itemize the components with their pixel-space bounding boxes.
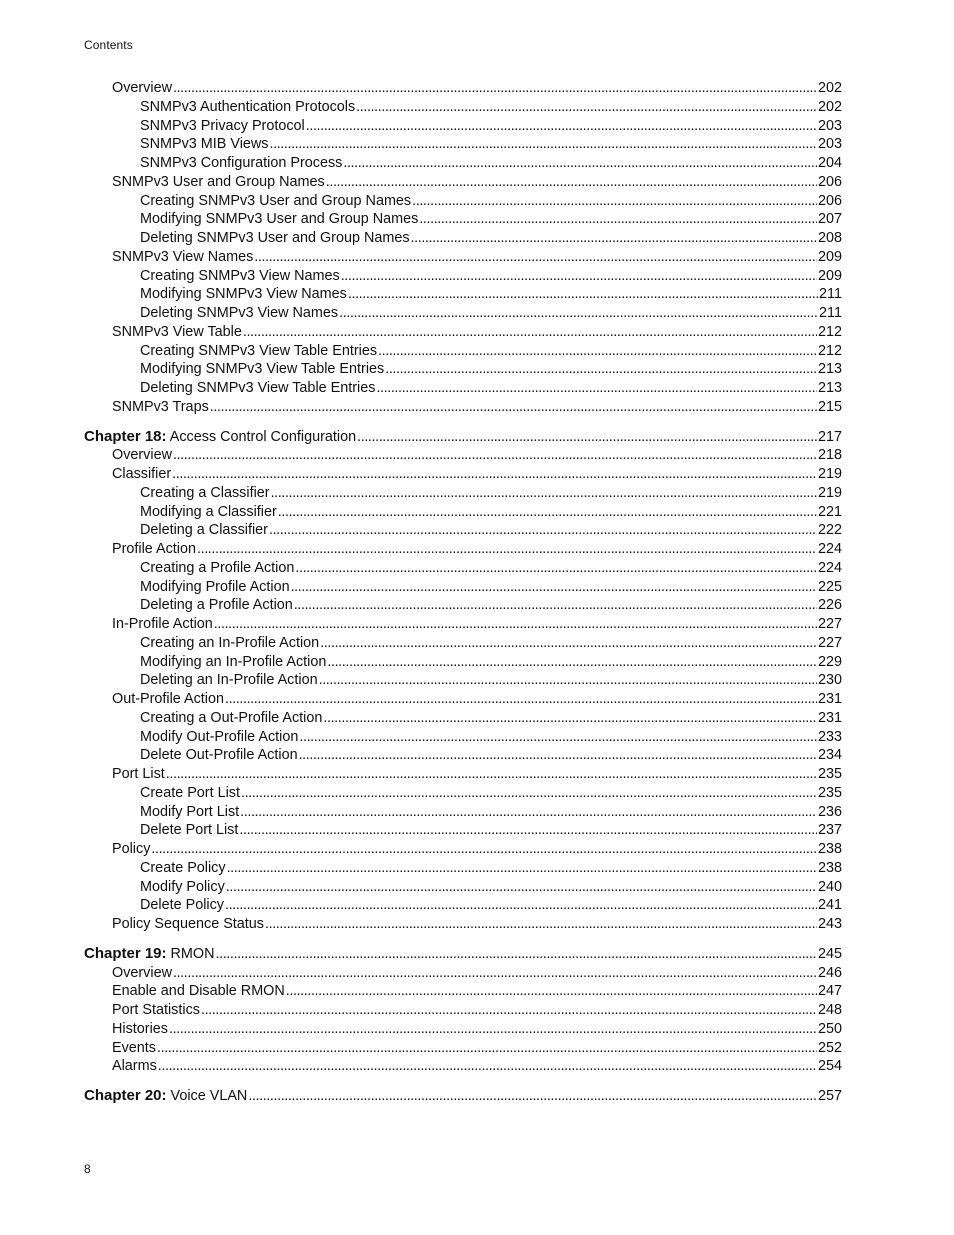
entry-title-text: Out-Profile Action [112,691,224,707]
dot-leader [320,634,817,653]
entry-title-text: Creating a Classifier [140,484,270,501]
entry-title-text: Delete Port List [140,822,239,839]
entry-title-text: Create Policy [140,859,226,876]
toc-entry-page: 235 [817,766,842,782]
entry-title-text: Overview [112,80,172,96]
entry-title-text: Modify Out-Profile Action [140,728,299,745]
toc-entry-page: 235 [817,784,842,801]
entry-title-text: Creating an In-Profile Action [140,634,320,651]
toc-entry[interactable] [84,540,842,559]
toc-entry[interactable] [84,285,842,304]
toc-entry-title [140,285,347,304]
entry-title-text: Port Statistics [112,1002,200,1018]
entry-title-text: Classifier [112,466,172,482]
entry-title-text: Enable and Disable RMON [112,983,285,1000]
dot-leader [299,746,817,765]
toc-entry[interactable] [84,896,842,915]
entry-title-text: Creating SNMPv3 View Table Entries [140,342,378,359]
toc-entry[interactable] [84,784,842,803]
toc-chapter-entry[interactable] [84,428,842,447]
toc-entry[interactable] [84,154,842,173]
toc-entry-page: 237 [817,822,842,839]
toc-entry[interactable] [84,634,842,653]
entry-title-text: Modifying SNMPv3 User and Group Names [140,211,419,228]
toc-entry[interactable] [84,964,842,983]
toc-entry-page: 224 [817,559,842,576]
dot-leader [385,360,817,379]
toc-entry-title [140,671,318,690]
entry-title-text: Access Control Configuration [169,428,357,445]
toc-entry-page: 212 [817,323,842,340]
entry-title-text: SNMPv3 Authentication Protocols [140,98,356,115]
toc-entry[interactable] [84,746,842,765]
toc-entry-title [140,521,268,540]
toc-entry-title [112,248,253,267]
entry-title-text: Modify Port List [140,803,240,820]
toc-entry-title [140,267,340,286]
dot-leader [173,79,817,98]
dot-leader [419,210,817,229]
toc-chapter-entry[interactable] [84,945,842,964]
toc-chapter-entry[interactable] [84,1087,842,1106]
dot-leader [294,596,817,615]
dot-leader [295,559,817,578]
dot-leader [239,821,817,840]
toc-entry[interactable] [84,117,842,136]
toc-entry-title [140,803,239,822]
dot-leader [343,154,817,173]
toc-entry-page: 234 [817,747,842,764]
toc-entry[interactable] [84,465,842,484]
toc-entry-page: 254 [817,1058,842,1075]
toc-entry-title [140,135,268,154]
toc-entry-title [140,578,290,597]
chapter-number: Chapter 18: [84,427,167,445]
dot-leader [225,896,817,915]
toc-entry-title [140,896,224,915]
toc-entry-page: 211 [819,305,842,321]
toc-entry-page: 202 [817,98,842,115]
toc-entry-page: 229 [817,653,842,670]
toc-entry[interactable] [84,596,842,615]
entry-title-text: Modifying SNMPv3 View Names [140,286,347,303]
dot-leader [173,446,817,465]
entry-title-text: Modify Policy [140,878,225,895]
toc-entry[interactable] [84,840,842,859]
toc-entry[interactable] [84,379,842,398]
toc-entry-page: 215 [817,398,842,415]
entry-title-text: SNMPv3 Traps [112,398,209,415]
toc-entry-title [140,192,411,211]
entry-title-text: Delete Out-Profile Action [140,747,298,764]
dot-leader [411,229,817,248]
toc-entry-title [140,484,270,503]
toc-entry[interactable] [84,728,842,747]
toc-entry-page: 241 [817,897,842,914]
toc-entry-page: 203 [817,136,842,153]
table-of-contents [84,79,842,1106]
entry-title-text: SNMPv3 User and Group Names [112,173,325,190]
toc-entry-title [112,465,171,484]
toc-entry[interactable] [84,878,842,897]
toc-entry[interactable] [84,803,842,822]
dot-leader [269,521,817,540]
toc-entry[interactable] [84,578,842,597]
toc-entry-page: 227 [817,634,842,651]
toc-entry-page: 252 [817,1039,842,1056]
dot-leader [210,398,817,417]
dot-leader [240,803,817,822]
chapter-number: Chapter 20: [84,1087,167,1104]
dot-leader [269,135,817,154]
toc-entry-title [112,765,165,784]
toc-entry-page: 219 [817,484,842,501]
entry-title-text: Deleting a Classifier [140,522,268,539]
dot-leader [323,709,817,728]
toc-entry-page: 213 [817,361,842,378]
toc-entry-page: 209 [817,267,842,284]
toc-entry-page: 221 [817,503,842,520]
toc-entry[interactable] [84,484,842,503]
toc-entry[interactable] [84,446,842,465]
toc-entry[interactable] [84,360,842,379]
toc-entry[interactable] [84,1020,842,1039]
toc-entry-title [140,117,305,136]
dot-leader [356,98,817,117]
entry-title-text: Creating a Out-Profile Action [140,709,323,726]
toc-entry-page: 206 [817,192,842,209]
toc-entry-title [84,1087,247,1106]
toc-entry-title [112,1039,156,1058]
toc-entry-page: 233 [817,728,842,745]
chapter-number: Chapter 19: [84,944,167,962]
toc-entry[interactable] [84,304,842,323]
toc-entry-title [140,859,226,878]
running-header: Contents [84,38,133,52]
toc-entry-page: 231 [817,709,842,726]
dot-leader [299,728,817,747]
entry-title-text: Creating a Profile Action [140,559,295,576]
toc-entry-title [112,446,172,465]
dot-leader [172,465,817,484]
toc-entry[interactable] [84,79,842,98]
toc-entry[interactable] [84,342,842,361]
toc-entry[interactable] [84,1057,842,1076]
toc-entry-page: 208 [817,230,842,246]
toc-entry-title [140,559,294,578]
toc-entry[interactable] [84,267,842,286]
entry-title-text: Policy Sequence Status [112,916,264,932]
toc-entry-title [140,746,298,765]
dot-leader [243,323,817,342]
entry-title-text: Modifying an In-Profile Action [140,653,327,670]
toc-entry-page: 212 [817,342,842,359]
toc-entry-page: 230 [817,672,842,689]
toc-entry-title [112,1001,200,1020]
toc-entry-title [140,229,410,248]
toc-entry[interactable] [84,398,842,417]
dot-leader [271,484,817,503]
toc-entry-title [140,154,342,173]
dot-leader [166,765,817,784]
toc-entry[interactable] [84,915,842,934]
toc-entry-page: 248 [817,1002,842,1018]
dot-leader [225,690,817,709]
toc-entry-page: 226 [817,597,842,614]
toc-entry-title [140,878,225,897]
dot-leader [357,428,817,447]
dot-leader [197,540,817,559]
entry-title-text: In-Profile Action [112,616,213,632]
dot-leader [319,671,817,690]
toc-entry-title [112,1057,157,1076]
toc-entry[interactable] [84,1039,842,1058]
toc-entry[interactable] [84,229,842,248]
toc-entry-page: 224 [817,541,842,557]
toc-entry-title [112,323,242,342]
toc-entry-page: 240 [817,878,842,895]
entry-title-text: RMON [170,945,215,962]
toc-entry-title [112,398,209,417]
toc-entry-title [112,540,196,559]
toc-entry-title [140,360,384,379]
entry-title-text: Policy [112,841,151,857]
toc-entry-title [140,596,293,615]
dot-leader [327,653,817,672]
toc-entry-page: 238 [817,859,842,876]
entry-title-text: Delete Policy [140,897,224,914]
dot-leader [214,615,817,634]
toc-entry-title [140,379,375,398]
toc-entry-title [140,503,277,522]
toc-entry-page: 246 [817,964,842,981]
toc-entry-title [112,840,150,859]
toc-entry[interactable] [84,615,842,634]
dot-leader [226,878,817,897]
toc-entry-page: 219 [817,466,842,482]
toc-entry-title [112,982,285,1001]
toc-entry-title [140,634,319,653]
entry-title-text: Deleting a Profile Action [140,597,293,614]
toc-entry[interactable] [84,821,842,840]
entry-title-text: SNMPv3 Configuration Process [140,155,343,171]
toc-entry[interactable] [84,859,842,878]
dot-leader [378,342,817,361]
toc-entry[interactable] [84,653,842,672]
entry-title-text: Modifying SNMPv3 View Table Entries [140,361,385,378]
entry-title-text: Deleting SNMPv3 View Table Entries [140,380,376,396]
toc-entry-title [112,173,325,192]
dot-leader [341,267,817,286]
toc-entry-page: 222 [817,522,842,539]
toc-entry-page: 250 [817,1020,842,1037]
entry-title-text: Modifying a Classifier [140,503,277,520]
toc-entry[interactable] [84,248,842,267]
entry-title-text: Deleting SNMPv3 User and Group Names [140,230,410,246]
dot-leader [157,1039,817,1058]
toc-entry-title [140,304,338,323]
toc-entry-title [112,615,213,634]
entry-title-text: Events [112,1039,156,1056]
toc-entry-title [140,210,418,229]
toc-entry-title [112,690,224,709]
toc-entry-page: 225 [817,578,842,595]
entry-title-text: Modifying Profile Action [140,578,290,595]
toc-entry-title [112,1020,168,1039]
toc-entry-title [84,945,215,964]
toc-entry-title [112,915,264,934]
entry-title-text: SNMPv3 View Names [112,248,254,265]
entry-title-text: SNMPv3 MIB Views [140,136,269,153]
toc-entry-page: 257 [817,1088,842,1104]
toc-entry[interactable] [84,173,842,192]
entry-title-text: Creating SNMPv3 View Names [140,267,340,284]
toc-entry[interactable] [84,135,842,154]
dot-leader [306,117,817,136]
toc-entry[interactable] [84,521,842,540]
toc-entry[interactable] [84,982,842,1001]
toc-entry[interactable] [84,503,842,522]
entry-title-text: Create Port List [140,784,240,801]
dot-leader [248,1087,817,1106]
toc-entry-title [140,709,322,728]
dot-leader [151,840,817,859]
dot-leader [173,964,817,983]
toc-entry-page: 209 [817,248,842,265]
toc-entry-page: 243 [817,916,842,932]
toc-entry-title [140,98,355,117]
toc-entry[interactable] [84,323,842,342]
toc-entry-page: 245 [817,945,842,962]
entry-title-text: SNMPv3 Privacy Protocol [140,117,305,134]
toc-entry-title [112,79,172,98]
entry-title-text: Overview [112,447,172,464]
toc-entry-page: 211 [819,286,842,303]
toc-entry-title [112,964,172,983]
toc-entry[interactable] [84,192,842,211]
toc-entry[interactable] [84,559,842,578]
entry-title-text: Voice VLAN [170,1088,248,1104]
toc-entry-title [140,653,326,672]
toc-entry-title [140,821,238,840]
entry-title-text: Creating SNMPv3 User and Group Names [140,192,412,209]
toc-entry[interactable] [84,690,842,709]
toc-entry-page: 213 [817,380,842,396]
dot-leader [326,173,817,192]
toc-entry-page: 204 [817,155,842,171]
dot-leader [339,304,818,323]
dot-leader [291,578,817,597]
dot-leader [278,503,817,522]
toc-entry-page: 218 [817,447,842,464]
dot-leader [376,379,817,398]
toc-entry[interactable] [84,671,842,690]
toc-entry-page: 227 [817,616,842,632]
toc-entry-page: 203 [817,117,842,134]
toc-entry-page: 238 [817,841,842,857]
toc-entry-page: 207 [817,211,842,228]
entry-title-text: Histories [112,1020,168,1037]
toc-entry-page: 217 [817,428,842,445]
entry-title-text: Alarms [112,1058,157,1075]
dot-leader [348,285,818,304]
entry-title-text: Profile Action [112,541,196,557]
toc-entry-title [84,428,356,447]
toc-entry-page: 231 [817,691,842,707]
entry-title-text: Deleting an In-Profile Action [140,672,318,689]
toc-entry-title [140,728,298,747]
dot-leader [216,945,817,964]
dot-leader [265,915,817,934]
toc-entry[interactable] [84,709,842,728]
toc-entry-title [140,784,240,803]
toc-entry[interactable] [84,98,842,117]
entry-title-text: Port List [112,766,165,782]
toc-entry-title [140,342,377,361]
toc-entry-page: 236 [817,803,842,820]
toc-entry[interactable] [84,210,842,229]
dot-leader [169,1020,817,1039]
page-number: 8 [84,1162,91,1176]
entry-title-text: Overview [112,964,172,981]
dot-leader [286,982,817,1001]
dot-leader [254,248,817,267]
toc-entry[interactable] [84,765,842,784]
entry-title-text: SNMPv3 View Table [112,323,242,340]
dot-leader [412,192,817,211]
dot-leader [227,859,817,878]
dot-leader [158,1057,817,1076]
toc-entry-page: 247 [817,983,842,1000]
dot-leader [241,784,817,803]
dot-leader [201,1001,817,1020]
toc-entry-page: 206 [817,173,842,190]
toc-entry-page: 202 [817,80,842,96]
entry-title-text: Deleting SNMPv3 View Names [140,305,339,321]
toc-entry[interactable] [84,1001,842,1020]
